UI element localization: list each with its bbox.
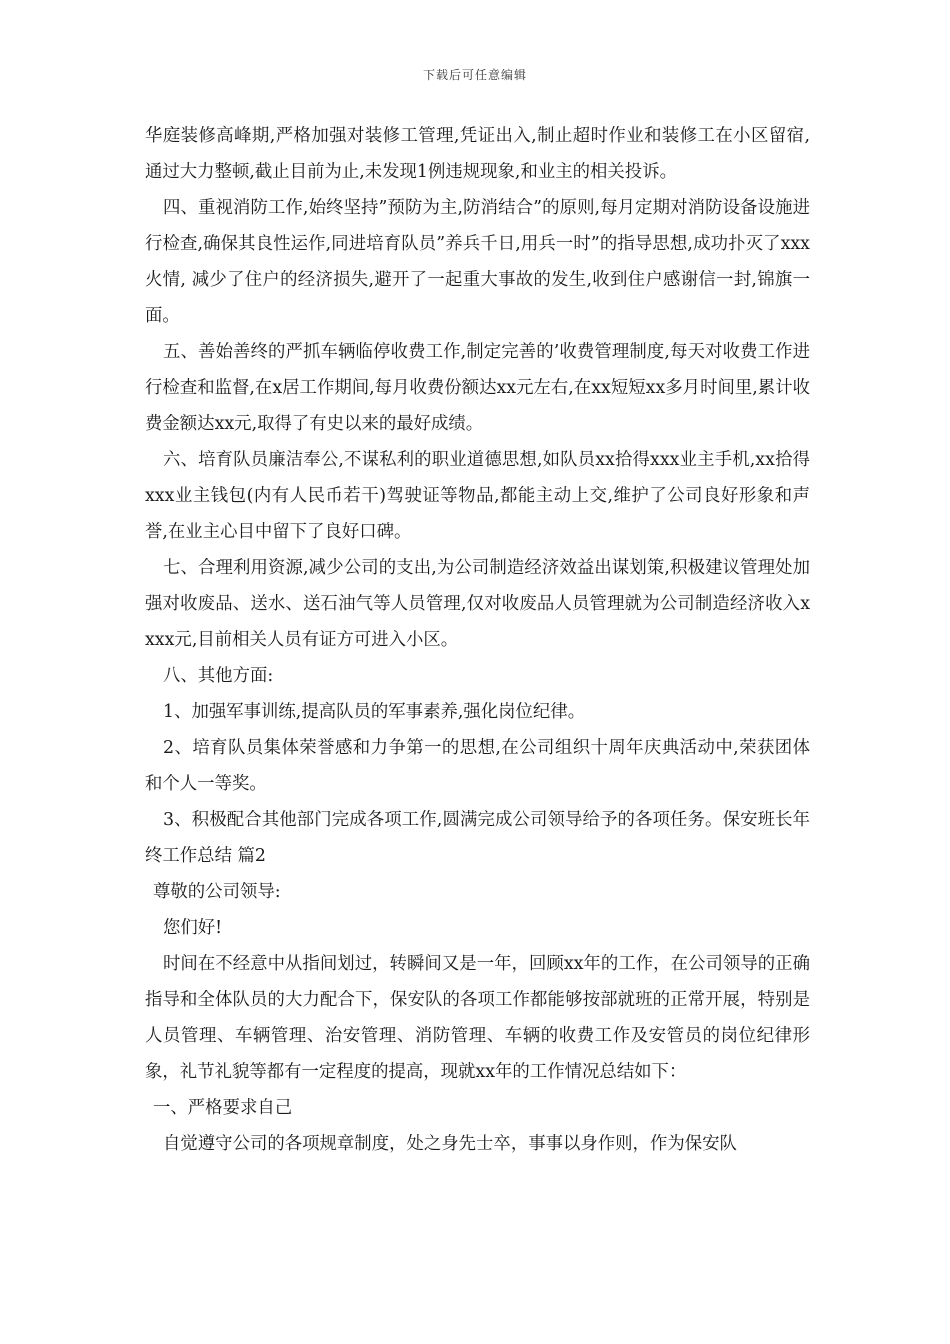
paragraph-section-6: 六、培育队员廉洁奉公,不谋私利的职业道德思想,如队员xx拾得xxx业主手机,xx拾得xxx业主钱包(内有人民币若干)驾驶证等物品,都能主动上交,维护了公司良好形象和声誉,在业主心目中留下了良好口碑。 [145, 450, 810, 542]
paragraph-item-3: 3、积极配合其他部门完成各项工作,圆满完成公司领导给予的各项任务。保安班长年终工作总结 篇2 [145, 810, 810, 866]
document-body [145, 118, 810, 1162]
page-header: 下载后可任意编辑 [422, 68, 527, 82]
paragraph-heading-1: 一、严格要求自己 [153, 1098, 293, 1118]
paragraph-continuation: 华庭装修高峰期,严格加强对装修工管理,凭证出入,制止超时作业和装修工在小区留宿,通过大力整顿,截止目前为止,未发现1例违规现象,和业主的相关投诉。 [145, 126, 810, 182]
paragraph-section-5: 五、善始善终的严抓车辆临停收费工作,制定完善的’收费管理制度,每天对收费工作进行检查和监督,在x居工作期间,每月收费份额达xx元左右,在xx短短xx多月时间里,累计收费金额达xx元,取得了有史以来的最好成绩。 [145, 342, 810, 434]
paragraph-item-2: 2、培育队员集体荣誉感和力争第一的思想,在公司组织十周年庆典活动中,荣获团体和个人一等奖。 [145, 738, 810, 794]
paragraph-section-4: 四、重视消防工作,始终坚持”预防为主,防消结合”的原则,每月定期对消防设备设施进行检查,确保其良性运作,同进培育队员”养兵千日,用兵一时”的指导思想,成功扑灭了xxx火情, 减少了住户的经济损失,避开了一起重大事故的发生,收到住户感谢信一封,锦旗一面。 [145, 198, 810, 326]
paragraph-last: 自觉遵守公司的各项规章制度，处之身先士卒，事事以身作则，作为保安队 [163, 1134, 737, 1154]
paragraph-section-7: 七、合理利用资源,减少公司的支出,为公司制造经济效益出谋划策,积极建议管理处加强对收废品、送水、送石油气等人员管理,仅对收废品人员管理就为公司制造经济收入xxxx元,目前相关人员有证方可进入小区。 [145, 558, 810, 650]
paragraph-salutation: 尊敬的公司领导: [153, 882, 281, 902]
paragraph-greeting: 您们好! [163, 918, 223, 938]
paragraph-section-8: 八、其他方面: [163, 666, 274, 686]
paragraph-item-1: 1、加强军事训练,提高队员的军事素养,强化岗位纪律。 [163, 702, 586, 722]
paragraph-intro: 时间在不经意中从指间划过，转瞬间又是一年，回顾xx年的工作，在公司领导的正确指导和全体队员的大力配合下，保安队的各项工作都能够按部就班的正常开展，特别是人员管理、车辆管理、治安管理、消防管理、车辆的收费工作及安管员的岗位纪律形象，礼节礼貌等都有一定程度的提高，现就xx年的工作情况总结如下： [145, 954, 810, 1082]
